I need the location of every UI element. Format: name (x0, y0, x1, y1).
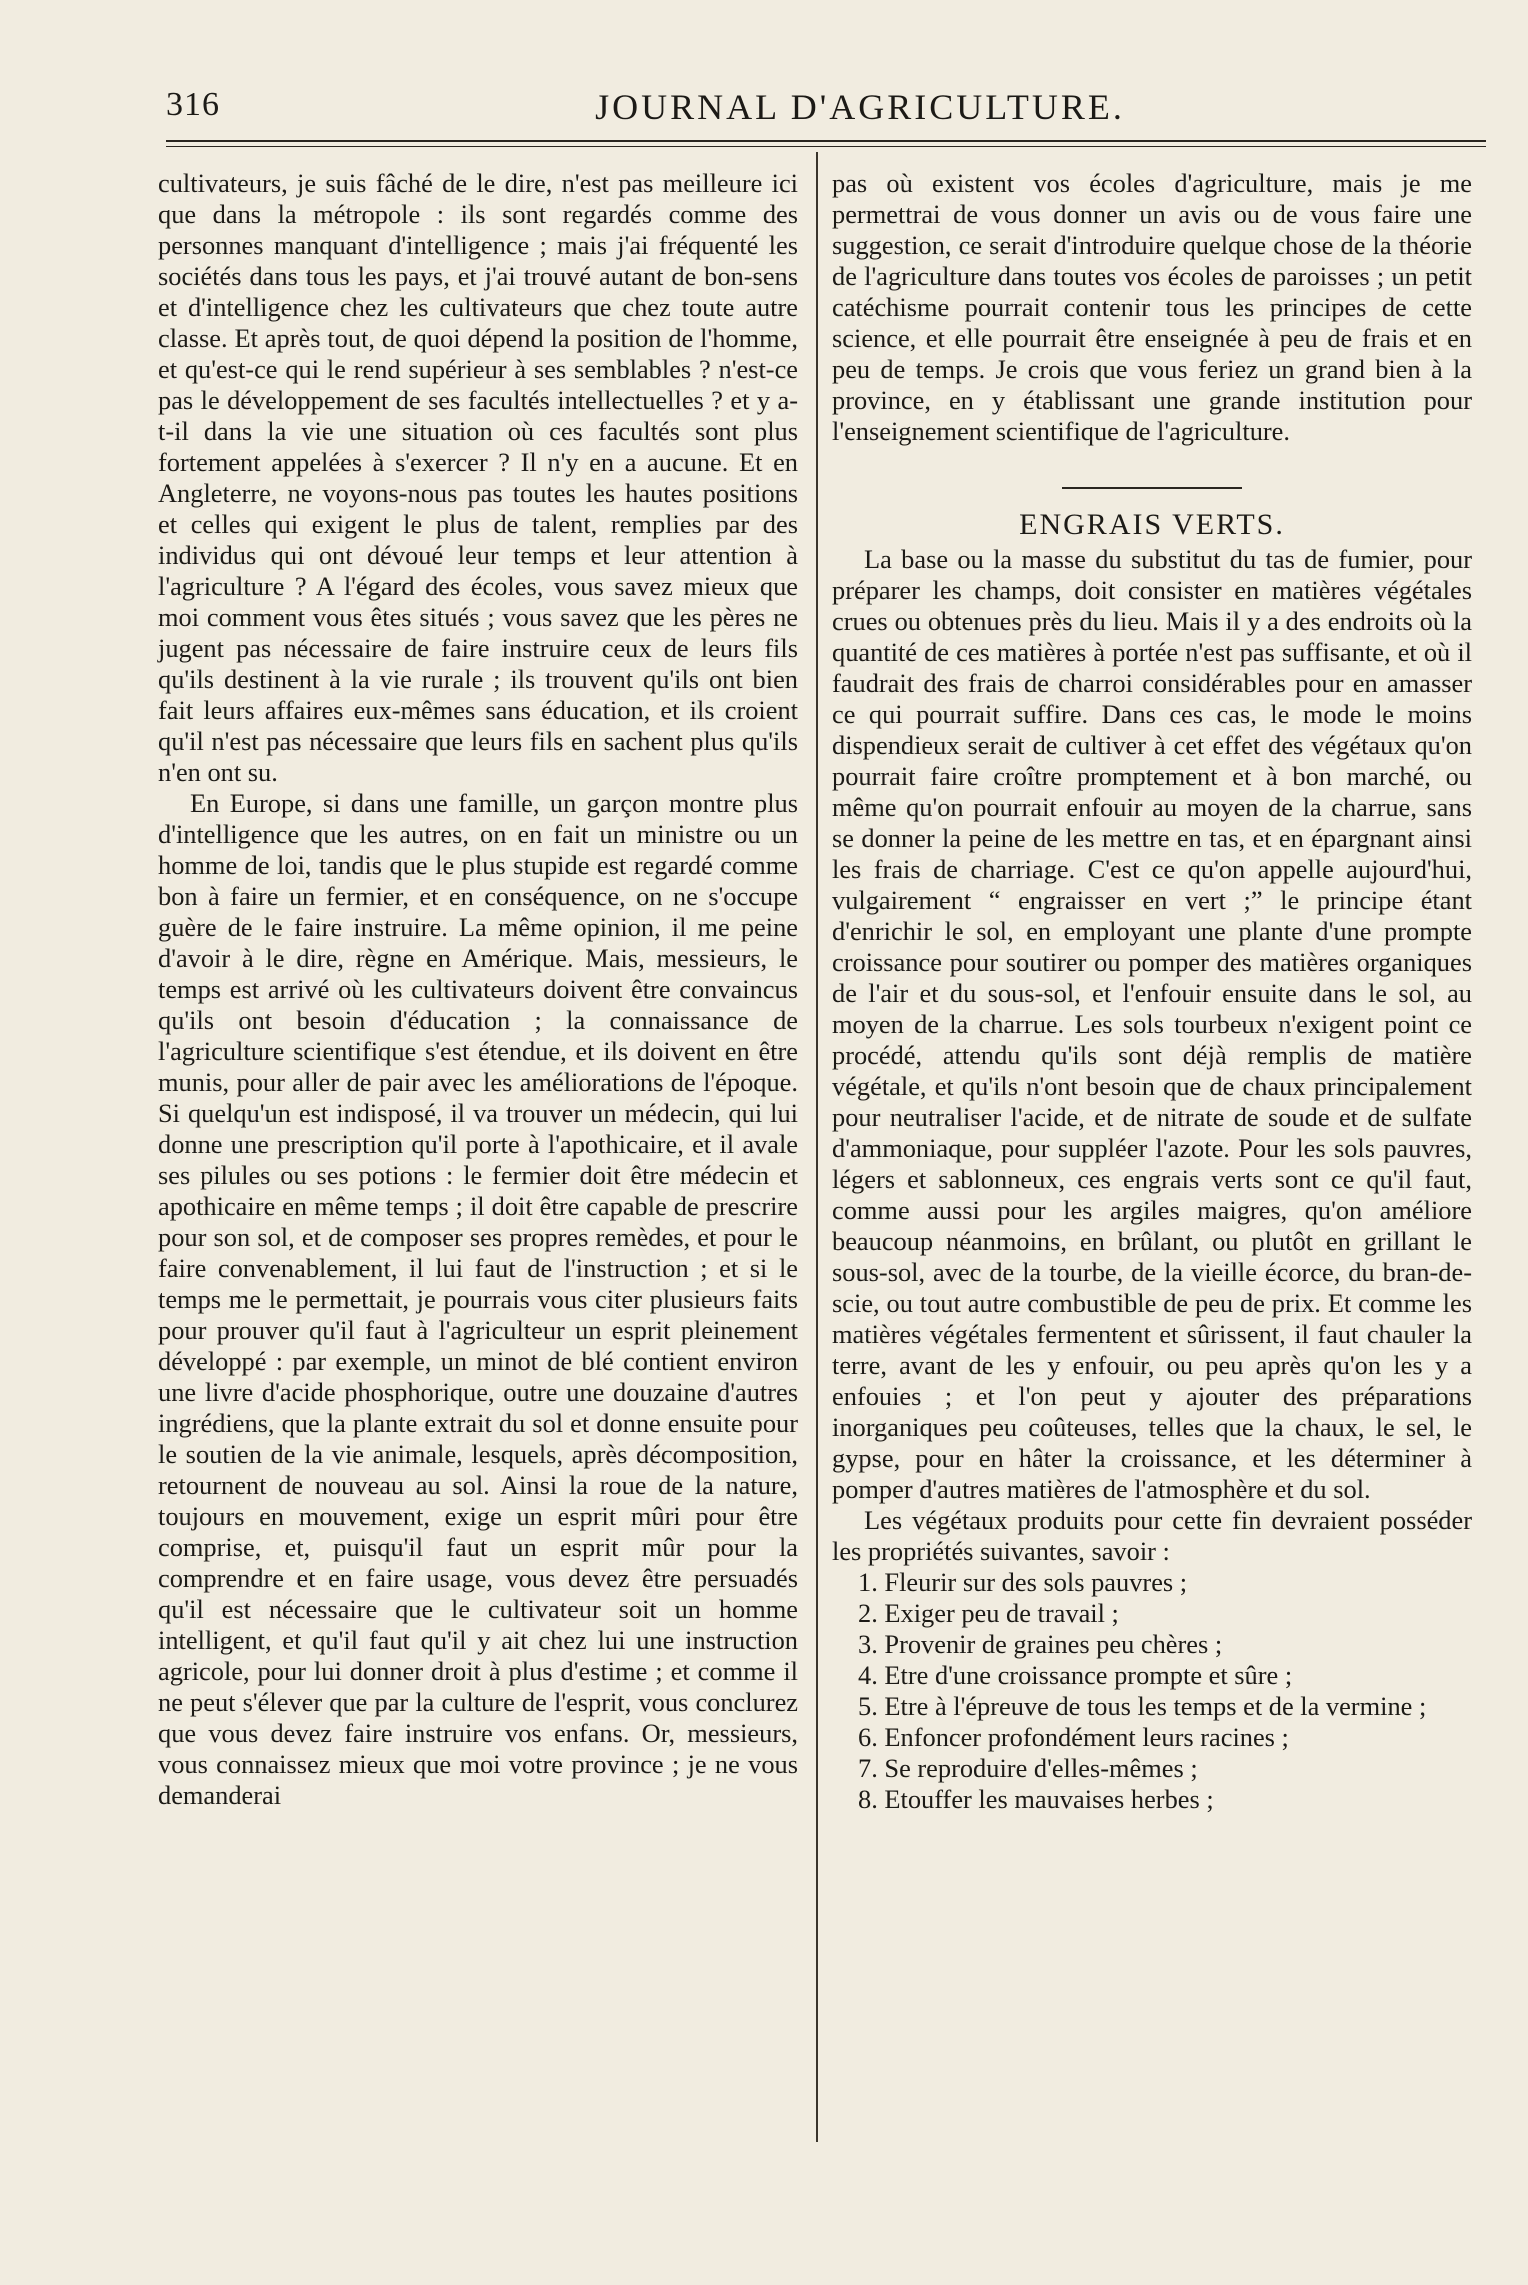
section-paragraph-2: Les végétaux produits pour cette fin devraient posséder les propriétés suivantes, savoir : (832, 1505, 1472, 1566)
section-separator (1062, 487, 1242, 489)
left-column (158, 168, 798, 1811)
list-item: 7. Se reproduire d'elles-mêmes ; (858, 1753, 1198, 1783)
left-paragraph-1: cultivateurs, je suis fâché de le dire, n'est pas meilleure ici que dans la métropole : ils sont regardés comme des personnes manquant d'intelligence ; mais j'ai fréquenté les sociétés dans tous les pays, et j'ai trouvé autant de bon-sens et d'intelligence chez les cultivateurs que chez toute autre classe. Et après tout, de quoi dépend la position de l'homme, et qu'est-ce qui le rend supérieur à ses semblables ? n'est-ce pas le développement de ses facultés intellectuelles ? et y a-t-il dans la vie une situation où ces facultés sont plus fortement appelées à s'exercer ? Il n'y en a aucune. Et en Angleterre, ne voyons-nous pas toutes les hautes positions et celles qui exigent le plus de talent, remplies par des individus qui ont dévoué leur temps et leur attention à l'agriculture ? A l'égard des écoles, vous savez mieux que moi comment vous êtes situés ; vous savez que les pères ne jugent pas nécessaire de faire instruire ceux de leurs fils qu'ils destinent à la vie rurale ; ils trouvent qu'ils ont bien fait leurs affaires eux-mêmes sans éducation, et ils croient qu'il n'est pas nécessaire que leurs fils en sachent plus qu'ils n'en ont su. (158, 168, 798, 787)
list-item: 2. Exiger peu de travail ; (858, 1598, 1119, 1628)
list-item: 6. Enfoncer profondément leurs racines ; (858, 1722, 1289, 1752)
page-number: 316 (166, 86, 220, 123)
header-rule-thin (166, 146, 1486, 147)
right-intro-paragraph: pas où existent vos écoles d'agriculture, mais je me permettrai de vous donner un avis ou de vous faire une suggestion, ce serait d'introduire quelque chose de la théorie de l'agriculture dans toutes vos écoles de paroisses ; un petit catéchisme pourrait contenir tous les principes de cette science, et elle pourrait être enseignée à peu de frais et en peu de temps. Je crois que vous feriez un grand bien à la province, en y établissant une grande institution pour l'enseignement scientifique de l'agriculture. (832, 168, 1472, 446)
properties-list (832, 1567, 1472, 1815)
right-column (832, 168, 1472, 1815)
left-paragraph-2: En Europe, si dans une famille, un garçon montre plus d'intelligence que les autres, on en fait un ministre ou un homme de loi, tandis que le plus stupide est regardé comme bon à faire un fermier, et en conséquence, on ne s'occupe guère de le faire instruire. La même opinion, il me peine d'avoir à le dire, règne en Amérique. Mais, messieurs, le temps est arrivé où les cultivateurs doivent être convaincus qu'ils ont besoin d'éducation ; la connaissance de l'agriculture scientifique s'est étendue, et ils doivent en être munis, pour aller de pair avec les améliorations de l'époque. Si quelqu'un est indisposé, il va trouver un médecin, qui lui donne une prescription qu'il porte à l'apothicaire, et il avale ses pilules ou ses potions : le fermier doit être médecin et apothicaire en même temps ; il doit être capable de prescrire pour son sol, et de composer ses propres remèdes, et pour le faire convenablement, il lui faut de l'instruction ; et si le temps me le permettait, je pourrais vous citer plusieurs faits pour prouver qu'il faut à l'agriculteur un esprit pleinement développé : par exemple, un minot de blé contient environ une livre d'acide phosphorique, outre une douzaine d'autres ingrédiens, que la plante extrait du sol et donne ensuite pour le soutien de la vie animale, lesquels, après décomposition, retournent de nouveau au sol. Ainsi la roue de la nature, toujours en mouvement, exige un esprit mûri pour être comprise, et, puisqu'il faut un esprit mûr pour la comprendre et en faire usage, vous devez être persuadés qu'il est nécessaire que le cultivateur soit un homme intelligent, et qu'il faut qu'il y ait chez lui une instruction agricole, pour lui donner droit à plus d'estime ; et comme il ne peut s'élever que par la culture de l'esprit, vous conclurez que vous devez faire instruire vos enfans. Or, messieurs, vous connaissez mieux que moi votre province ; je ne vous demanderai (158, 788, 798, 1810)
list-item: 1. Fleurir sur des sols pauvres ; (858, 1567, 1188, 1597)
header-rule (166, 140, 1486, 142)
list-item: 5. Etre à l'épreuve de tous les temps et de la vermine ; (858, 1691, 1427, 1721)
list-item: 8. Etouffer les mauvaises herbes ; (858, 1784, 1214, 1814)
journal-title: JOURNAL D'AGRICULTURE. (595, 87, 1125, 127)
list-item: 4. Etre d'une croissance prompte et sûre ; (858, 1660, 1293, 1690)
section-heading: ENGRAIS VERTS. (1019, 508, 1285, 541)
section-paragraph-1: La base ou la masse du substitut du tas de fumier, pour préparer les champs, doit consister en matières végétales crues ou obtenues près du lieu. Mais il y a des endroits où la quantité de ces matières à portée n'est pas suffisante, et où il faudrait des frais de charroi considérables pour en amasser ce qui pourrait suffire. Dans ces cas, le mode le moins dispendieux serait de cultiver à cet effet des végétaux qu'on pourrait faire croître promptement et à bon marché, ou même qu'on pourrait enfouir au moyen de la charrue, sans se donner la peine de les mettre en tas, et en épargnant ainsi les frais de charriage. C'est ce qu'on appelle aujourd'hui, vulgairement “ engraisser en vert ;” le principe étant d'enrichir le sol, en employant une plante d'une prompte croissance pour soutirer ou pomper des matières organiques de l'air et du sous-sol, et l'enfouir ensuite dans le sol, au moyen de la charrue. Les sols tourbeux n'exigent point ce procédé, attendu qu'ils sont déjà remplis de matière végétale, et qu'ils n'ont besoin que de chaux principalement pour neutraliser l'acide, et de nitrate de soude et de sulfate d'ammoniaque, pour suppléer l'azote. Pour les sols pauvres, légers et sablonneux, ces engrais verts sont ce qu'il faut, comme aussi pour les argiles maigres, qu'on améliore beaucoup néanmoins, en brûlant, ou plutôt en grillant le sous-sol, avec de la tourbe, de la vieille écorce, du bran-de-scie, ou tout autre combustible de peu de prix. Et comme les matières végétales fermentent et sûrissent, il faut chauler la terre, avant de les y enfouir, ou peu après qu'on les y a enfouies ; et l'on peut y ajouter des préparations inorganiques peu coûteuses, telles que la chaux, le sel, le gypse, pour en hâter la croissance, et les déterminer à pomper d'autres matières de l'atmosphère et du sol. (832, 544, 1472, 1504)
column-divider (816, 152, 818, 2142)
list-item: 3. Provenir de graines peu chères ; (858, 1629, 1223, 1659)
